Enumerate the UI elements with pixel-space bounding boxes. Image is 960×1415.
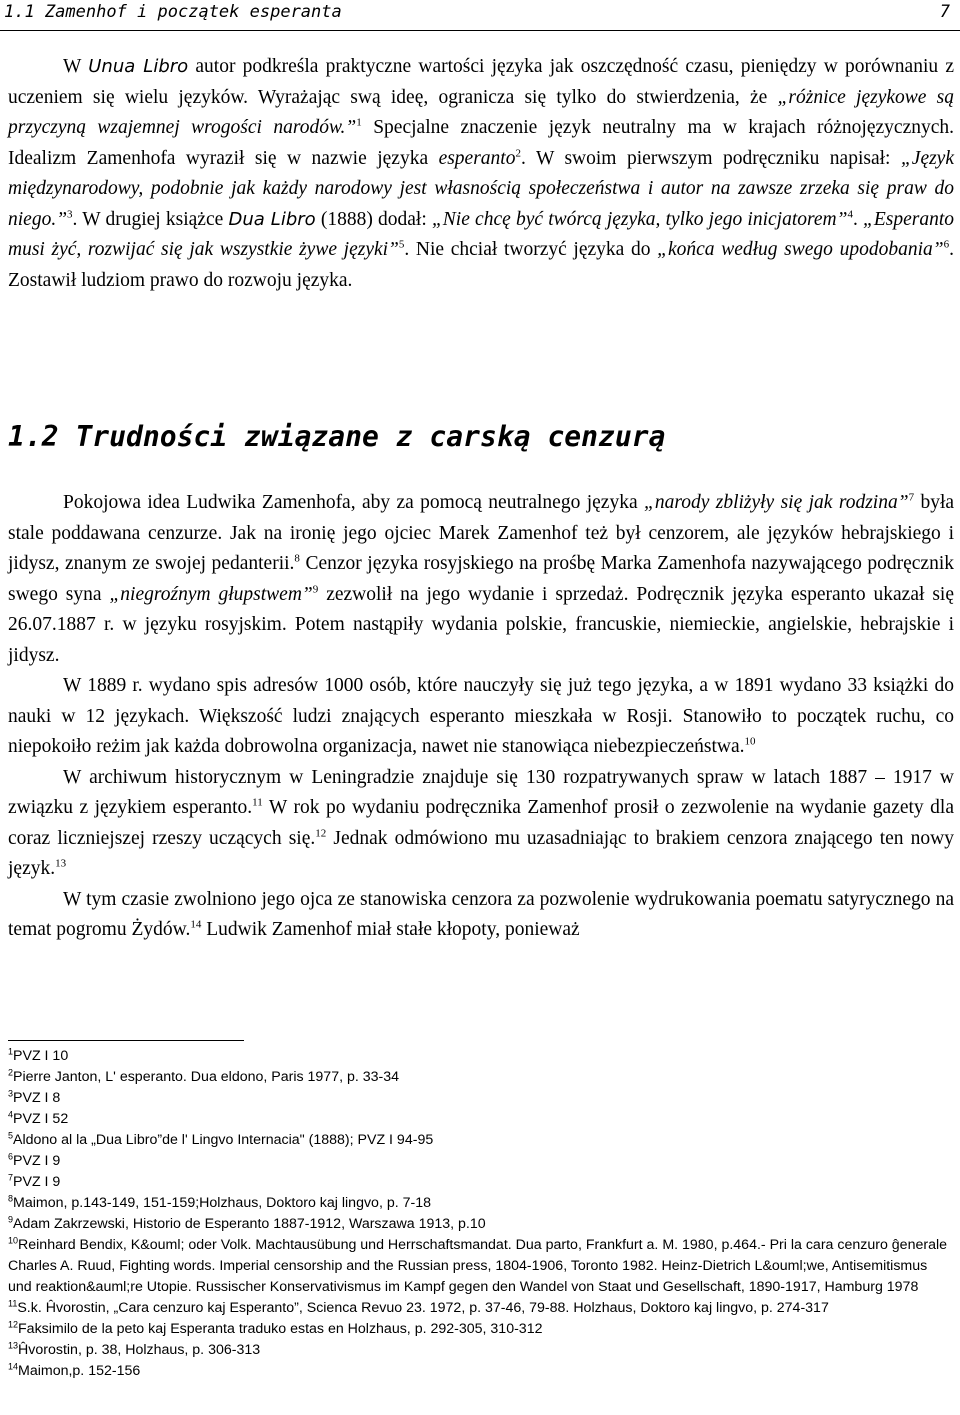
section-body (8, 488, 954, 946)
paragraph-5: W tym czasie zwolniono jego ojca ze stanowiska cenzora za pozwolenie wydrukowania poematu satyrycznego na temat pogromu Żydów.$^{14}$ Ludwik Zamenhof miał stałe kłopoty, ponieważ (8, 888, 954, 940)
footnote-ref[interactable]: 9 (312, 583, 319, 595)
footnote: $^4$PVZ I 52 (8, 1109, 69, 1127)
footnote-ref[interactable]: 6 (943, 238, 950, 251)
footnote-separator (8, 1040, 244, 1041)
footnote: $^5$Aldono al la „Dua Libro”de l' Lingvo Internacia" (1888); PVZ I 94-95 (8, 1130, 434, 1148)
footnote-ref[interactable]: 12 (315, 827, 327, 839)
footnote: $^9$Adam Zakrzewski, Historio de Esperanto 1887-1912, Warszawa 1913, p.10 (8, 1214, 486, 1232)
footnote: $^{14}$Maimon,p. 152-156 (8, 1361, 141, 1379)
footnote-ref[interactable]: 8 (294, 552, 300, 565)
footnote: $^3$PVZ I 8 (8, 1088, 61, 1106)
footnote-ref[interactable]: 4 (847, 208, 853, 220)
running-header (0, 0, 960, 31)
footnote-ref[interactable]: 7 (908, 491, 915, 504)
footnote: $^{11}$S.k. Ĥvorostin, „Cara cenzuro kaj Esperanto”, Scienca Revuo 23. 1972, p. 37-46, 79-88. Holzhaus, Doktoro kaj lingvo, p. 274-317 (8, 1298, 829, 1316)
footnotes (8, 1046, 954, 1382)
paragraph-4: W archiwum historycznym w Leningradzie znajduje się 130 rozpatrywanych spraw w latach 1887 – 1917 w związku z językiem esperanto.$^{11}$ W rok po wydaniu podręcznika Zamenhof prosił o zezwolenie na wydanie gazety dla coraz liczniejszej rzeszy uczących się.$^{12}$ Jednak odmówiono mu uzasadniając to brakiem cenzora znającego ten nowy język.$^{13}$ (8, 766, 954, 879)
footnote-ref[interactable]: 2 (515, 147, 521, 159)
footnote: $^6$PVZ I 9 (8, 1151, 61, 1169)
footnote: $^{13}$Ĥvorostin, p. 38, Holzhaus, p. 306-313 (8, 1340, 261, 1358)
footnote-ref[interactable]: 5 (398, 238, 405, 251)
footnote-ref[interactable]: 14 (190, 918, 202, 931)
paragraph-2: Pokojowa idea Ludwika Zamenhofa, aby za pomocą neutralnego języka „narody zbliżyły się jak rodzina”$^7$ była stale poddawana cenzurze. Jak na ironię jego ojciec Marek Zamenhof też był cenzorem, ale języków hebrajskiego i jidysz, znanym ze swojej pedanterii.$^8$ Cenzor języka rosyjskiego na prośbę Marka Zamenhofa nazywającego podręcznik swego syna „niegroźnym głupstwem”$^9$ zezwolił na jego wydanie i sprzedaż. Podręcznik języka esperanto ukazał się 26.07.1887 r. w języku rosyjskim. Potem nastąpiły wydania polskie, francuskie, niemieckie, angielskie, hebrajskie i jidysz. (8, 491, 955, 666)
section-title: 1.1 Zamenhof i początek esperanta (4, 2, 342, 22)
footnote: $^7$PVZ I 9 (8, 1172, 61, 1190)
footnote-ref[interactable]: 3 (67, 208, 73, 220)
book-title: Unua Libro (88, 56, 189, 77)
footnote: $^2$Pierre Janton, L' esperanto. Dua eldono, Paris 1977, p. 33-34 (8, 1067, 400, 1085)
footnote-ref[interactable]: 11 (252, 796, 263, 809)
footnote-ref[interactable]: 10 (744, 735, 756, 748)
paragraph-3: W 1889 r. wydano spis adresów 1000 osób, które nauczyły się już tego języka, a w 1891 wydano 33 książki do nauki w 12 językach. Większość ludzi znających esperanto mieszkała w Rosji. Stanowiło to początek ruchu, co niepokoiło reżim jak każda dobrowolna organizacja, nawet nie stanowiąca niebezpieczeństwa.$^{10}$ (8, 675, 954, 757)
page-number: 7 (939, 2, 950, 22)
paragraph-1: W Unua Libro autor podkreśla praktyczne wartości języka jak oszczędność czasu, pieniędzy w porównaniu z uczeniem się wielu języków. Wyrażając swą ideę, ogranicza się tylko do stwierdzenia, że „różnice językowe są przyczyną wzajemnej wrogości narodów.”$^1$ Specjalne znaczenie język neutralny ma w krajach różnojęzycznych. Idealizm Zamenhofa wyraził się w nazwie języka esperanto$^2$. W swoim pierwszym podręczniku napisał: „Język międzynarodowy, podobnie jak każdy narodowy jest własnością społeczeństwa i autor na zawsze zrzeka się praw do niego.”$^3$. W drugiej książce Dua Libro (1888) dodał: „Nie chcę być twórcą języka, tylko jego inicjatorem”$^4$. „Esperanto musi żyć, rozwijać się jak wszystkie żywe języki”$^5$. Nie chciał tworzyć języka do „końca według swego upodobania”$^6$. Zostawił ludziom prawo do rozwoju języka. (8, 56, 955, 291)
book-title: Dua Libro (228, 208, 316, 230)
footnote-ref[interactable]: 1 (356, 116, 362, 129)
footnote: $^{10}$Reinhard Bendix, K&ouml; oder Volk. Machtausübung und Herrschaftsmandat. Dua parto, Frankfurt a. M. 1980, p.464.- Pri la cara cenzuro ĝenerale Charles A. Ruud, Fighting words. Imperial censorship and the Russian press, 1804-1906, Toronto 1982. Heinz-Dietrich L&ouml;we, Antisemitismus und reaktion&auml;re Utopie. Russischer Konservativismus im Kampf gegen den Wandel von Staat und Gesellschaft, 1890-1917, Hamburg 1978 (8, 1235, 948, 1295)
footnote: $^1$PVZ I 10 (8, 1046, 69, 1064)
section-heading: 1.2 Trudności związane z carską cenzurą (8, 420, 666, 453)
footnote-ref[interactable]: 13 (55, 857, 67, 870)
footnote: $^{12}$Faksimilo de la peto kaj Esperanta traduko estas en Holzhaus, p. 292-305, 310-312 (8, 1319, 543, 1337)
footnote: $^8$Maimon, p.143-149, 151-159;Holzhaus, Doktoro kaj lingvo, p. 7-18 (8, 1193, 431, 1211)
